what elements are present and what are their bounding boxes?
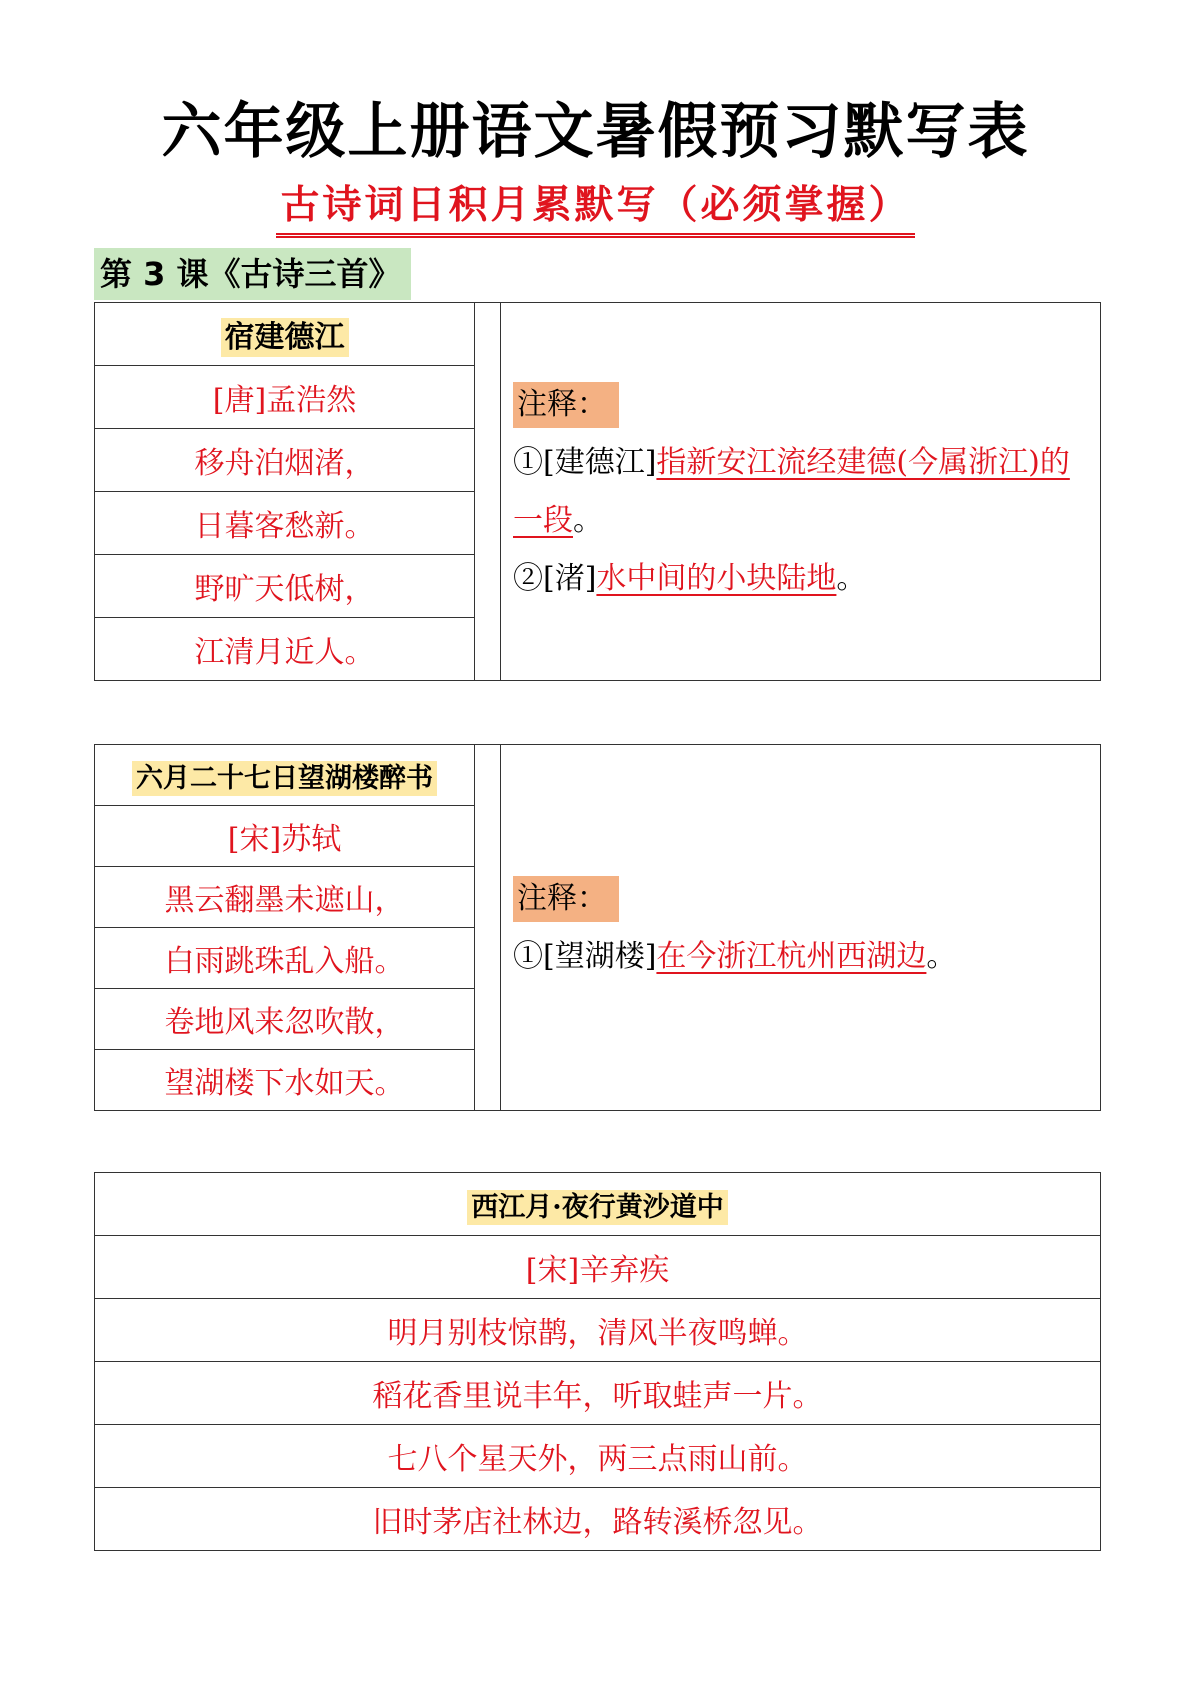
notes-label: 注释： [513, 382, 619, 428]
note-item: ①[建德江]指新安江流经建德(今属浙江)的一段。 [513, 444, 1070, 538]
notes-label: 注释： [513, 876, 619, 922]
poem-line: 明月别枝惊鹊，清风半夜鸣蝉。 [95, 1299, 1101, 1362]
poem-title: 六月二十七日望湖楼醉书 [132, 761, 437, 796]
divider-column [475, 303, 501, 681]
notes-cell [501, 303, 1101, 681]
poem-line: 白雨跳珠乱入船。 [95, 928, 475, 989]
page-title: 六年级上册语文暑假预习默写表 [161, 97, 1030, 167]
note-item: ②[渚]水中间的小块陆地。 [513, 560, 867, 596]
poem-author: [宋]辛弃疾 [95, 1236, 1101, 1299]
poem-line: 日暮客愁新。 [95, 492, 475, 555]
poem-title-cell [95, 1173, 1101, 1236]
poem-line: 稻花香里说丰年，听取蛙声一片。 [95, 1362, 1101, 1425]
poem-title: 宿建德江 [221, 318, 349, 357]
divider-column [475, 745, 501, 1111]
poem-line: 江清月近人。 [95, 618, 475, 681]
poem-line: 黑云翻墨未遮山， [95, 867, 475, 928]
poem-line: 移舟泊烟渚， [95, 429, 475, 492]
poem-title: 西江月·夜行黄沙道中 [467, 1190, 727, 1225]
lesson-heading: 第 3 课《古诗三首》 [94, 248, 411, 300]
poem-line: 七八个星天外，两三点雨山前。 [95, 1425, 1101, 1488]
notes-cell [501, 745, 1101, 1111]
poem-line: 望湖楼下水如天。 [95, 1050, 475, 1111]
poem-table-1 [94, 302, 1101, 681]
page-subtitle: 古诗词日积月累默写（必须掌握） [276, 180, 914, 238]
poem-line: 野旷天低树， [95, 555, 475, 618]
poem-title-cell [95, 745, 475, 806]
poem-table-3 [94, 1172, 1101, 1551]
note-item: ①[望湖楼]在今浙江杭州西湖边。 [513, 938, 957, 974]
poem-table-2 [94, 744, 1101, 1111]
poem-author: [唐]孟浩然 [95, 366, 475, 429]
poem-author: [宋]苏轼 [95, 806, 475, 867]
poem-line: 旧时茅店社林边，路转溪桥忽见。 [95, 1488, 1101, 1551]
poem-line: 卷地风来忽吹散， [95, 989, 475, 1050]
poem-title-cell [95, 303, 475, 366]
